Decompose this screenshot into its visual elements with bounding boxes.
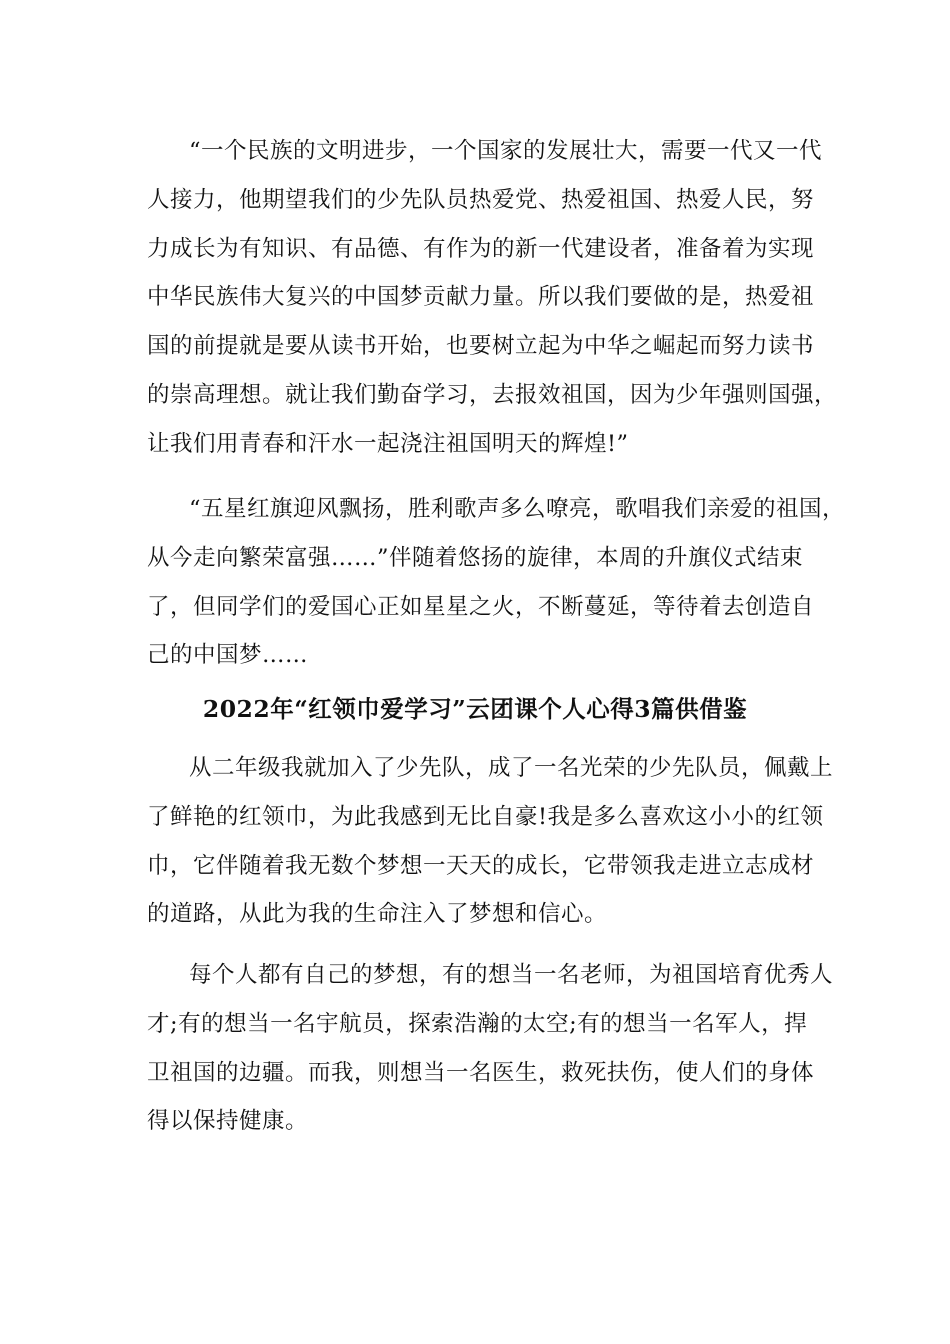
paragraph-line: 让我们用青春和汗水一起浇注祖国明天的辉煌!” xyxy=(147,430,629,457)
paragraph-line: 己的中国梦…… xyxy=(147,642,309,669)
paragraph-line: 了，但同学们的爱国心正如星星之火，不断蔓延，等待着去创造自 xyxy=(147,593,815,620)
paragraph-line: 每个人都有自己的梦想，有的想当一名老师，为祖国培育优秀人 xyxy=(189,962,834,988)
paragraph-line: 得以保持健康。 xyxy=(147,1108,309,1135)
paragraph-line: 从今走向繁荣富强……”伴随着悠扬的旋律，本周的升旗仪式结束 xyxy=(147,544,804,571)
document-heading: 2022年“红领巾爱学习”云团课个人心得3篇供借鉴 xyxy=(202,695,748,723)
paragraph-line: 的崇高理想。就让我们勤奋学习，去报效祖国，因为少年强则国强， xyxy=(147,381,838,408)
paragraph-line: 卫祖国的边疆。而我，则想当一名医生，救死扶伤，使人们的身体 xyxy=(147,1059,815,1086)
paragraph-3 xyxy=(147,744,834,939)
paragraph-line: 国的前提就是要从读书开始，也要树立起为中华之崛起而努力读书 xyxy=(147,333,815,360)
paragraph-4 xyxy=(147,951,834,1146)
paragraph-line: 中华民族伟大复兴的中国梦贡献力量。所以我们要做的是，热爱祖 xyxy=(147,284,815,311)
paragraph-line: “一个民族的文明进步，一个国家的发展壮大，需要一代又一代 xyxy=(189,138,823,164)
paragraph-line: “五星红旗迎风飘扬，胜利歌声多么嘹亮，歌唱我们亲爱的祖国， xyxy=(189,496,846,522)
paragraph-1 xyxy=(147,127,838,469)
paragraph-line: 巾，它伴随着我无数个梦想一天天的成长，它带领我走进立志成材 xyxy=(147,852,815,879)
paragraph-line: 的道路，从此为我的生命注入了梦想和信心。 xyxy=(147,901,608,928)
paragraph-2 xyxy=(147,485,846,680)
paragraph-line: 才;有的想当一名宇航员，探索浩瀚的太空;有的想当一名军人，捍 xyxy=(147,1010,808,1037)
paragraph-line: 人接力，他期望我们的少先队员热爱党、热爱祖国、热爱人民，努 xyxy=(147,186,815,213)
paragraph-line: 了鲜艳的红领巾，为此我感到无比自豪!我是多么喜欢这小小的红领 xyxy=(147,803,824,830)
paragraph-line: 从二年级我就加入了少先队，成了一名光荣的少先队员，佩戴上 xyxy=(189,755,834,781)
paragraph-line: 力成长为有知识、有品德、有作为的新一代建设者，准备着为实现 xyxy=(147,235,815,262)
